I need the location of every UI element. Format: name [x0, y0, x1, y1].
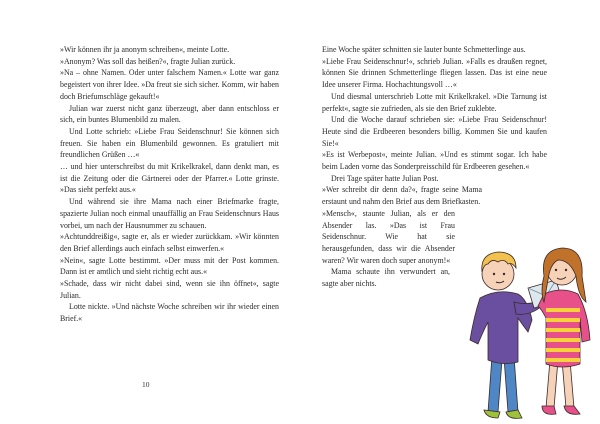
paragraph: Eine Woche später schnitten sie lauter bunte Schmetterlinge aus.	[322, 45, 526, 54]
paragraph: »Na – ohne Namen. Oder unter falschem Namen.« Lotte war ganz begeistert von ihrer Idee. »Da freut sie sich sicher. Komm, wir haben doch Briefumschläge gekauft!«	[60, 68, 279, 101]
girl-figure	[538, 248, 590, 414]
paragraph: »Es ist Werbepost«, meinte Julian. »Und es stimmt sogar. Ich habe beim Laden vorne das Sonderpreisschild für Erdbeeren gesehen.«	[322, 150, 547, 172]
paragraph: »Liebe Frau Seidenschnur!«, schrieb Julian. »Falls es draußen regnet, können Sie drinnen Schmetterlinge fliegen lassen. Das ist eine neue Idee unserer Firma. Hochachtungsvoll …«	[322, 56, 547, 90]
page-number: 10	[142, 380, 150, 389]
right-page	[300, 0, 600, 424]
paragraph: »Wir können ihr ja anonym schreiben«, meinte Lotte.	[60, 45, 230, 54]
paragraph: … und hier unterschreibst du mit Krikelkrakel, dann denkt man, es ist die Zeitung oder die Gärtnerei oder der Pfarrer.« Lotte grinste. »Das sieht perfekt aus.«	[60, 162, 279, 195]
paragraph: Und während sie ihre Mama nach einer Briefmarke fragte, spazierte Julian noch einmal unauffällig an Frau Seidenschnurs Haus vorbei, um nach der Hausnummer zu schauen.	[60, 197, 279, 230]
paragraph: »Wer schreibt dir denn da?«, fragte seine Mama erstaunt und nahm den Brief aus dem Briefkasten.	[322, 185, 482, 207]
children-illustration	[458, 236, 598, 424]
paragraph: »Mensch«, staunte Julian, als er den Absender las. »Das ist Frau Seidenschnur. Wie hat sie herausgefunden, dass wir die Absender waren? Wir waren doch super anonym!«	[322, 208, 455, 265]
paragraph: »Nein«, sagte Lotte bestimmt. »Der muss mit der Post kommen. Dann ist er amtlich und sieht richtig echt aus.«	[60, 255, 279, 277]
paragraph: Julian war zuerst nicht ganz überzeugt, aber dann entschloss er sich, ein buntes Blumenbild zu malen.	[60, 103, 279, 125]
paragraph: Und Lotte schrieb: »Liebe Frau Seidenschnur! Sie können sich freuen. Sie haben ein Blumenbild gewonnen. Es gratuliert mit freundlichen Grüßen …«	[60, 126, 279, 160]
paragraph: Lotte nickte. »Und nächste Woche schreiben wir ihr wieder einen Brief.«	[60, 302, 279, 324]
paragraph: »Achtunddreißig«, sagte er, als er wieder zurückkam. »Wir könnten den Brief allerdings auch einfach selbst einwerfen.«	[60, 232, 279, 253]
paragraph: Mama schaute ihn verwundert an, sagte aber nichts.	[322, 267, 450, 289]
paragraph: »Schade, dass wir nicht dabei sind, wenn sie ihn öffnet«, sagte Julian.	[60, 279, 279, 300]
paragraph: Und die Woche darauf schrieben sie: »Liebe Frau Seidenschnur! Heute sind die Erdbeeren besonders billig. Kommen Sie und kaufen Sie!«	[322, 115, 547, 148]
boy-figure	[470, 252, 542, 418]
paragraph: Drei Tage später hatte Julian Post.	[331, 173, 439, 183]
paragraph: »Anonym? Was soll das heißen?«, fragte Julian zurück.	[60, 56, 236, 66]
left-text-column	[60, 44, 279, 325]
paragraph: Und diesmal unterschrieb Lotte mit Krikelkrakel. »Die Tarnung ist perfekt«, sagte sie zufrieden, als sie den Brief zuklebte.	[322, 91, 547, 113]
